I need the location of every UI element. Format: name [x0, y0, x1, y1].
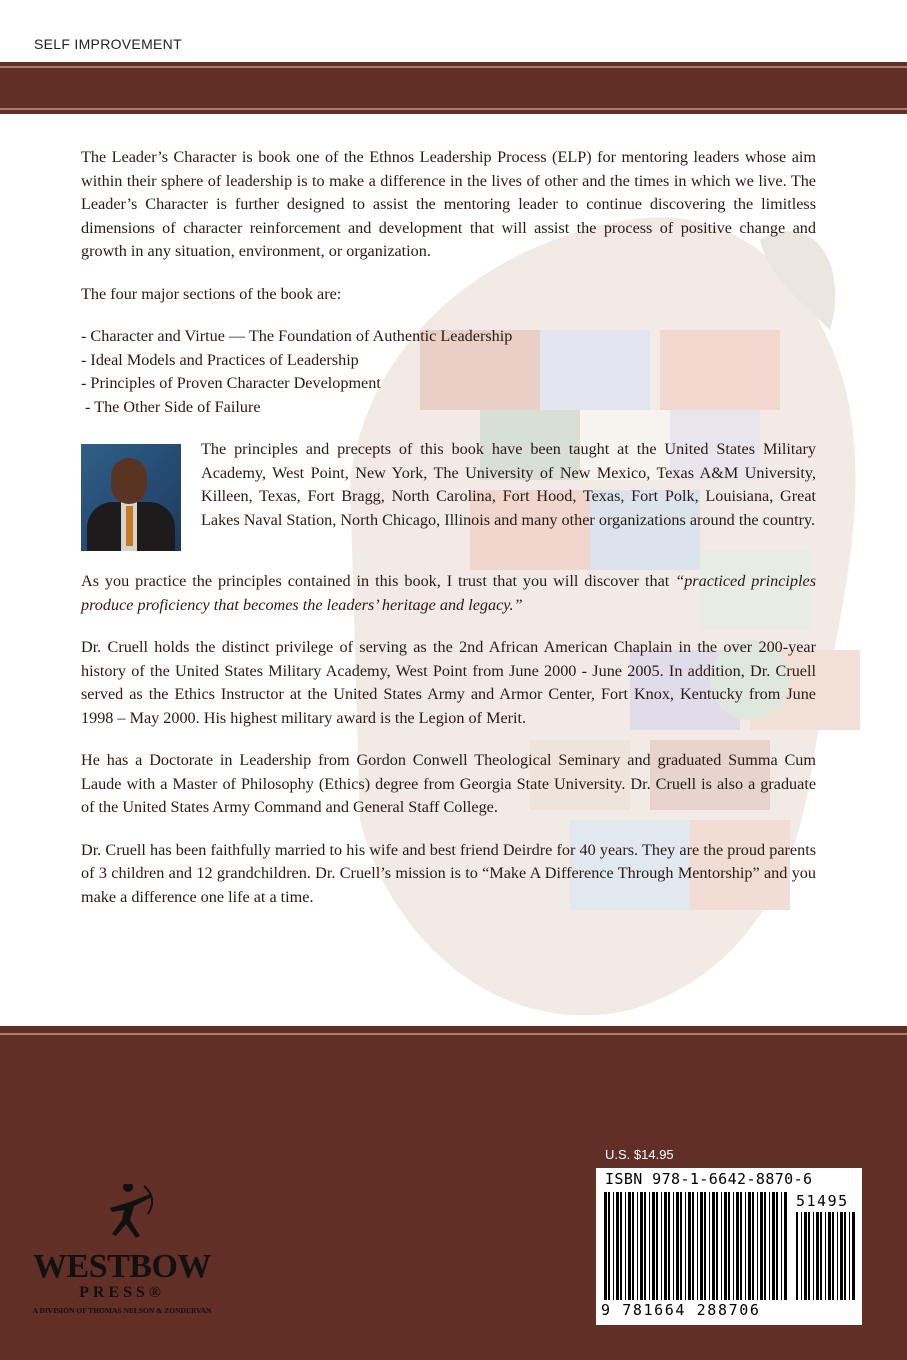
sections-list — [81, 325, 816, 419]
publisher-press: PRESS® — [79, 1284, 165, 1301]
price-code: 51495 — [796, 1192, 849, 1210]
sections-intro: The four major sections of the book are: — [81, 284, 342, 303]
section-item: - The Other Side of Failure — [81, 397, 261, 416]
intro-paragraph: The Leader’s Character is book one of the Ethnos Leadership Process (ELP) for mentoring leaders whose aim within their sphere of leadership is to make a difference in the lives of other and the times in which we live. The Leader’s Character is further designed to assist the mentoring leader to continue discovering the limitless dimensions of character reinforcement and development that will assist the process of positive change and growth in any situation, environment, or organization. — [81, 148, 816, 260]
archer-figure-icon — [100, 1184, 160, 1244]
practice-paragraph — [81, 570, 816, 617]
family-paragraph: Dr. Cruell has been faithfully married to his wife and best friend Deirdre for 40 years. They are the proud parents of 3 children and 12 grandchildren. Dr. Cruell’s mission is to “Make A Difference Through Mentorship” and you make a difference one life at a time. — [81, 840, 816, 906]
publisher-division: A DIVISION OF THOMAS NELSON & ZONDERVAN — [32, 1306, 212, 1315]
isbn-text: ISBN 978-1-6642-8870-6 — [605, 1170, 813, 1188]
privilege-paragraph: Dr. Cruell holds the distinct privilege of serving as the 2nd African American Chaplain in the over 200-year history of the United States Military Academy, West Point from June 2000 - June 2005. In addition, Dr. Cruell served as the Ethics Instructor at the United States Army and Armor Center, Fort Knox, Kentucky from June 1998 – May 2000. His highest military award is the Legion of Merit. — [81, 638, 816, 727]
practice-lead: As you practice the principles contained in this book, I trust that you will discover that — [81, 572, 670, 590]
author-photo — [81, 444, 181, 551]
section-item: - Ideal Models and Practices of Leadership — [81, 350, 359, 369]
practice-quote: “practiced principles produce proficiency that becomes the leaders’ heritage and legacy.” — [81, 572, 816, 614]
ean-text: 9 781664 288706 — [601, 1301, 761, 1319]
price-label: U.S. $14.95 — [605, 1147, 674, 1162]
top-band — [0, 62, 907, 114]
price-barcode-bars — [796, 1212, 856, 1302]
ean-barcode-bars — [604, 1192, 790, 1302]
section-item: - Principles of Proven Character Development — [81, 374, 381, 392]
publisher-name: WESTBOW — [33, 1248, 211, 1285]
education-paragraph: He has a Doctorate in Leadership from Gordon Conwell Theological Seminary and graduated Summa Cum Laude with a Master of Philosophy (Ethics) degree from Georgia State University. Dr. Cruell is also a graduate of the United States Army Command and General Staff College. — [81, 751, 816, 816]
back-cover-text — [81, 146, 816, 928]
taught-at-paragraph: The principles and precepts of this book have been taught at the United States Military Academy, West Point, New York, The University of New Mexico, Texas A&M University, Killeen, Texas, Fort Bragg, North Carolina, Fort Hood, Texas, Fort Polk, Louisiana, Great Lakes Naval Station, North Chicago, Illinois and many other organizations around the country. — [201, 440, 816, 529]
barcode — [596, 1168, 862, 1325]
category-label: SELF IMPROVEMENT — [34, 36, 182, 52]
section-item: - Character and Virtue — The Foundation of Authentic Leadership — [81, 327, 513, 345]
author-bio-block — [81, 438, 816, 551]
